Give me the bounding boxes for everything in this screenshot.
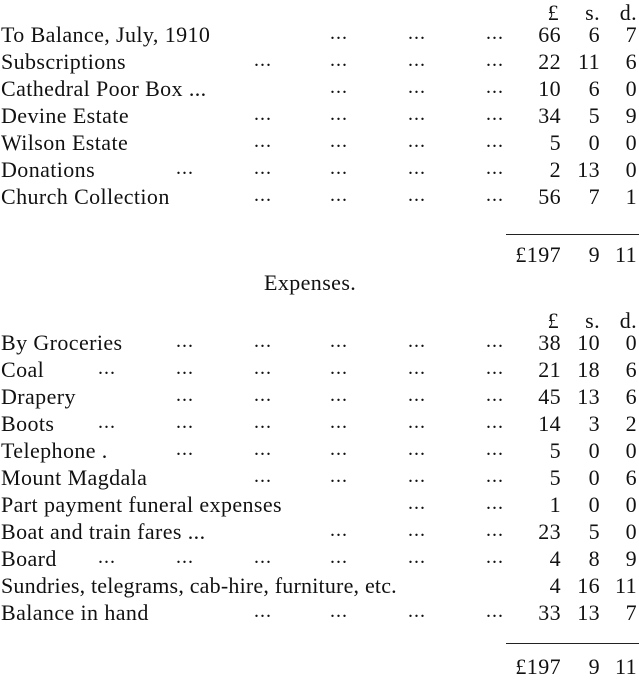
shillings-value: 5 — [588, 103, 600, 128]
ledger-row — [0, 157, 639, 183]
leader-dots: ... ... ... ... ... ... — [98, 546, 504, 568]
total-rule — [506, 643, 639, 644]
pounds-value: 2 — [549, 157, 561, 182]
pence-value: 7 — [625, 22, 637, 47]
row-label: To Balance, July, 1910 — [1, 22, 211, 47]
pence-value: 6 — [625, 49, 637, 74]
total-pence: 11 — [615, 242, 637, 267]
leader-dots: ... ... ... ... — [254, 184, 504, 206]
pounds-value: 33 — [538, 600, 561, 625]
ledger-row — [0, 49, 639, 75]
pence-value: 11 — [615, 573, 637, 598]
shillings-value: 3 — [588, 411, 600, 436]
pounds-value: 23 — [538, 519, 561, 544]
pounds-value: 1 — [549, 492, 561, 517]
total-row — [0, 242, 639, 268]
pence-value: 0 — [625, 157, 637, 182]
pounds-value: 38 — [538, 330, 561, 355]
ledger-row — [0, 357, 639, 383]
row-label: Wilson Estate — [1, 130, 129, 155]
pounds-value: 22 — [538, 49, 561, 74]
leader-dots: ... ... ... ... — [254, 465, 504, 487]
leader-dots: ... ... ... ... ... ... — [98, 357, 504, 379]
shillings-value: 0 — [588, 492, 600, 517]
leader-dots: ... ... ... — [330, 76, 504, 98]
total-pounds: £197 — [515, 242, 561, 267]
ledger-row — [0, 492, 639, 518]
shillings-value: 0 — [588, 438, 600, 463]
row-label: Part payment funeral expenses — [1, 492, 283, 517]
ledger-row — [0, 22, 639, 48]
pence-value: 7 — [625, 600, 637, 625]
shillings-value: 0 — [588, 130, 600, 155]
ledger-row — [0, 411, 639, 437]
pounds-value: 5 — [549, 438, 561, 463]
ledger-row — [0, 384, 639, 410]
leader-dots: ... ... ... ... ... — [176, 384, 504, 406]
shillings-column-header: s. — [585, 0, 600, 25]
pounds-value: 4 — [549, 546, 561, 571]
leader-dots: ... ... ... ... ... ... — [98, 411, 504, 433]
pounds-value: 34 — [538, 103, 561, 128]
pounds-value: 21 — [538, 357, 561, 382]
leader-dots: ... ... ... ... — [254, 130, 504, 152]
row-label: Cathedral Poor Box ... — [1, 76, 207, 101]
leader-dots: ... ... ... ... — [254, 49, 504, 71]
pounds-value: 4 — [549, 573, 561, 598]
shillings-value: 8 — [588, 546, 600, 571]
pounds-column-header: £ — [547, 0, 559, 25]
row-label: Boat and train fares ... — [1, 519, 206, 544]
leader-dots: ... ... ... ... — [254, 600, 504, 622]
ledger-row — [0, 519, 639, 545]
pounds-value: 66 — [538, 22, 561, 47]
ledger-row — [0, 330, 639, 356]
shillings-value: 16 — [577, 573, 600, 598]
row-label: Sundries, telegrams, cab-hire, furniture, etc. — [1, 573, 397, 598]
shillings-value: 5 — [588, 519, 600, 544]
pence-value: 0 — [625, 438, 637, 463]
row-label: Board — [1, 546, 57, 571]
shillings-value: 6 — [588, 76, 600, 101]
row-label: Donations — [1, 157, 96, 182]
shillings-value: 18 — [577, 357, 600, 382]
row-label: Mount Magdala — [1, 465, 148, 490]
pence-value: 0 — [625, 492, 637, 517]
total-pence: 11 — [615, 654, 637, 679]
total-shillings: 9 — [588, 242, 600, 267]
leader-dots: ... ... ... — [330, 22, 504, 44]
pounds-column-header: £ — [547, 308, 559, 333]
leader-dots: ... ... ... ... ... — [176, 330, 504, 352]
ledger-row — [0, 184, 639, 210]
pence-value: 0 — [625, 330, 637, 355]
pounds-value: 5 — [549, 465, 561, 490]
pence-value: 6 — [625, 357, 637, 382]
pence-value: 0 — [625, 76, 637, 101]
row-label: Telephone . — [1, 438, 108, 463]
shillings-value: 6 — [588, 22, 600, 47]
ledger-row — [0, 573, 639, 599]
shillings-value: 7 — [588, 184, 600, 209]
row-label: Boots — [1, 411, 55, 436]
row-label: Church Collection — [1, 184, 170, 209]
pence-value: 6 — [625, 465, 637, 490]
leader-dots: ... ... — [408, 492, 504, 514]
shillings-value: 13 — [577, 157, 600, 182]
total-pounds: £197 — [515, 654, 561, 679]
pence-value: 1 — [625, 184, 637, 209]
ledger-row — [0, 438, 639, 464]
ledger-row — [0, 76, 639, 102]
shillings-column-header: s. — [585, 308, 600, 333]
pence-value: 2 — [625, 411, 637, 436]
pounds-value: 10 — [538, 76, 561, 101]
row-label: Subscriptions — [1, 49, 126, 74]
pence-column-header: d. — [619, 308, 637, 333]
leader-dots: ... ... ... — [330, 519, 504, 541]
shillings-value: 0 — [588, 465, 600, 490]
pounds-value: 5 — [549, 130, 561, 155]
row-label: Coal — [1, 357, 45, 382]
pence-value: 0 — [625, 130, 637, 155]
pounds-value: 56 — [538, 184, 561, 209]
ledger-row — [0, 130, 639, 156]
pence-value: 6 — [625, 384, 637, 409]
row-label: By Groceries — [1, 330, 123, 355]
pence-value: 9 — [625, 546, 637, 571]
ledger-row — [0, 600, 639, 626]
leader-dots: ... ... ... ... ... — [176, 438, 504, 460]
row-label: Devine Estate — [1, 103, 129, 128]
leader-dots: ... ... ... ... — [254, 103, 504, 125]
shillings-value: 11 — [578, 49, 600, 74]
pounds-value: 14 — [538, 411, 561, 436]
total-rule — [506, 234, 639, 235]
pence-value: 0 — [625, 519, 637, 544]
row-label: Balance in hand — [1, 600, 149, 625]
shillings-value: 13 — [577, 384, 600, 409]
row-label: Drapery — [1, 384, 76, 409]
pounds-value: 45 — [538, 384, 561, 409]
total-row — [0, 654, 639, 680]
shillings-value: 10 — [577, 330, 600, 355]
expenses-heading: Expenses. — [264, 270, 357, 295]
pence-column-header: d. — [619, 0, 637, 25]
shillings-value: 13 — [577, 600, 600, 625]
total-shillings: 9 — [588, 654, 600, 679]
leader-dots: ... ... ... ... ... — [176, 157, 504, 179]
pence-value: 9 — [625, 103, 637, 128]
ledger-row — [0, 465, 639, 491]
ledger-row — [0, 103, 639, 129]
ledger-row — [0, 546, 639, 572]
